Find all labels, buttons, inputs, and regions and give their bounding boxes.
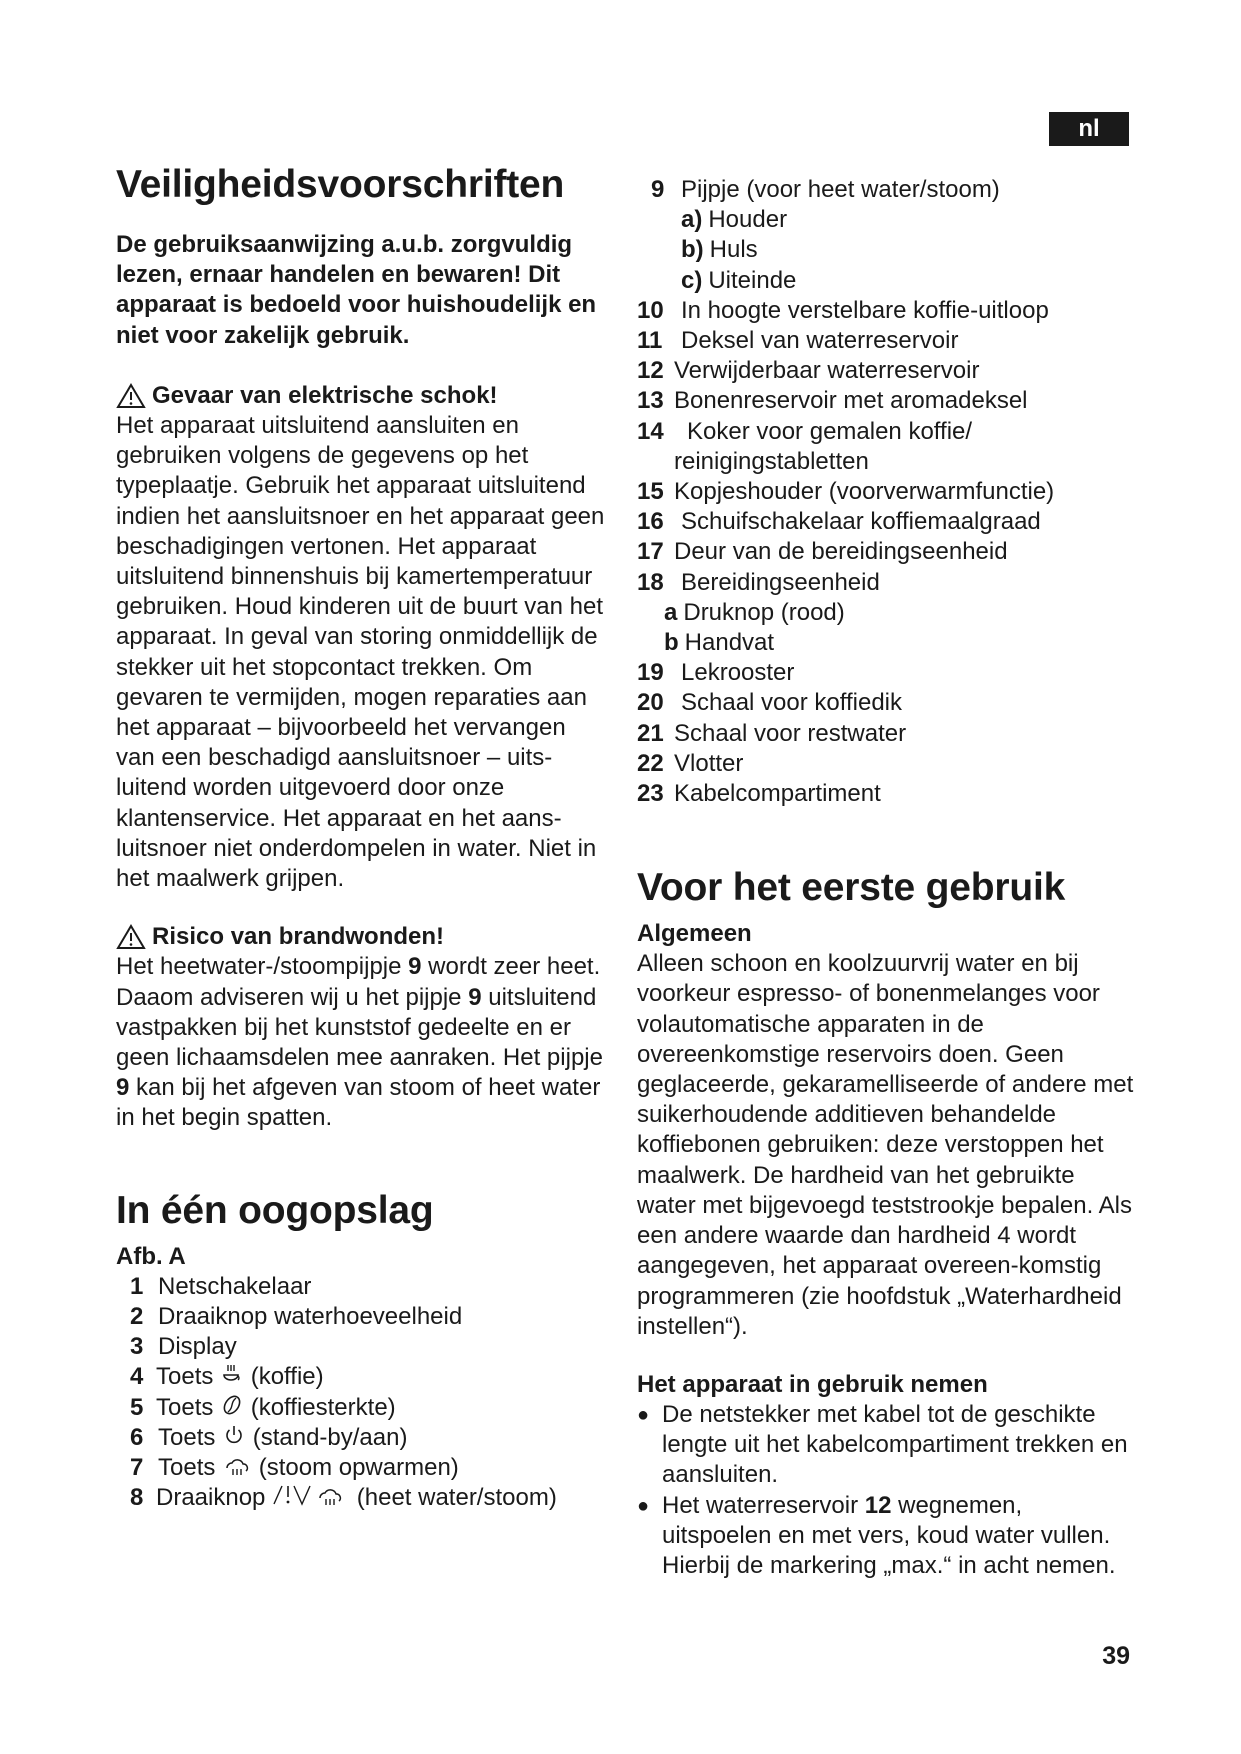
list-item [637, 477, 1137, 507]
part-reference: 9 [116, 1074, 130, 1102]
list-item [637, 628, 1137, 658]
list-item [637, 568, 1137, 598]
item-text: Koker voor gemalen koffie/ [687, 417, 973, 445]
item-text: Handvat [684, 629, 775, 657]
item-text: Pijpje (voor heet water/stoom) [681, 176, 1000, 203]
item-text: (koffie) [250, 1363, 324, 1391]
steam-icon [222, 1453, 252, 1477]
item-number: 13 [637, 387, 664, 415]
list-item [130, 1483, 606, 1513]
list-item [637, 537, 1137, 567]
start-subtitle: Het apparaat in gebruik nemen [637, 1370, 988, 1398]
item-sub-label: a [664, 598, 678, 626]
power-icon [222, 1423, 246, 1447]
part-reference: 12 [864, 1491, 892, 1519]
safety-intro: De gebruiksaanwijzing a.u.b. zorgvuldig lezen, ernaar handelen en bewaren! Dit apparaat is bedoeld voor huishoudelijk en niet voor zakelijk gebruik. [116, 231, 597, 349]
bullet-item [637, 1400, 1137, 1491]
item-number: 1 [130, 1272, 144, 1300]
overview-list [130, 1272, 606, 1514]
list-item [130, 1272, 606, 1302]
item-number: 17 [637, 538, 664, 566]
item-continuation [637, 447, 674, 477]
item-text: Druknop (rood) [683, 598, 845, 626]
item-text: Vlotter [674, 749, 744, 777]
list-item [130, 1362, 606, 1392]
bullet-text [662, 1491, 1137, 1582]
list-item [637, 266, 1137, 296]
item-text: Draaiknop waterhoeveelheid [158, 1302, 463, 1330]
item-text: (koffiesterkte) [250, 1393, 396, 1421]
item-number: 10 [637, 296, 664, 324]
list-item [637, 447, 1137, 477]
item-prefix: Toets [156, 1363, 214, 1391]
item-text: Schuifschakelaar koffiemaalgraad [681, 508, 1041, 536]
burn-text-part: Het heetwater-/stoompijpje [116, 953, 409, 981]
item-text: (heet water/stoom) [356, 1484, 557, 1512]
list-item [130, 1453, 606, 1483]
item-text: Display [158, 1333, 237, 1361]
list-item [130, 1423, 606, 1453]
item-prefix: Toets [156, 1393, 214, 1421]
list-item [130, 1332, 606, 1362]
item-text: Netschakelaar [158, 1272, 312, 1300]
list-item [637, 417, 1137, 447]
item-text: (stand-by/aan) [252, 1423, 408, 1451]
list-item [637, 658, 1137, 688]
item-sub-label: a) [681, 206, 703, 234]
hot-water-steam-icon [272, 1483, 350, 1507]
shock-warning-text: Het apparaat uitsluitend aansluiten en gebruiken volgens de gegevens op het typeplaatje. Gebruik het apparaat uitsluitend indien het aansluitsnoer en het apparaat geen beschadigingen vertonen. Het apparaat uitsluitend binnenshuis bij kamertemperatuur gebruiken. Houd kinderen uit de buurt van het apparaat. In geval van storing onmiddellijk de stekker uit het stopcontact trekken. Om gevaren te vermijden, mogen reparaties aan het apparaat – bijvoorbeeld het vervangen van een beschadigd aansluitsnoer – uits-luitend worden uitgevoerd door onze klantenservice. Het apparaat en het aans-luitsnoer niet onderdompelen in water. Niet in het maalwerk grijpen. [116, 412, 605, 893]
list-item [637, 779, 1137, 809]
list-item [637, 205, 1137, 235]
general-subtitle: Algemeen [637, 920, 752, 948]
item-number: 14 [637, 417, 664, 445]
list-item [637, 749, 1137, 779]
shock-warning-title [116, 381, 606, 411]
bullet-text: De netstekker met kabel tot de geschikte lengte uit het kabelcompartiment trekken en aansluiten. [662, 1400, 1128, 1489]
item-text: Verwijderbaar waterreservoir [674, 357, 980, 385]
list-item [637, 688, 1137, 718]
item-text: Schaal voor koffiedik [681, 689, 903, 717]
item-number: 18 [637, 568, 664, 596]
item-number: 21 [637, 719, 664, 747]
item-prefix: Toets [158, 1423, 216, 1451]
item-number: 22 [637, 749, 664, 777]
bean-icon [220, 1393, 244, 1417]
item-number: 20 [637, 689, 664, 717]
item-text: Lekrooster [681, 659, 795, 687]
bullet-text-part: wegnemen, uitspoelen en met vers, koud water vullen. Hierbij de markering „max.“ in acht nemen. [662, 1491, 1116, 1579]
bullet-text-part: Het waterreservoir [662, 1491, 865, 1519]
item-number: 9 [651, 176, 665, 203]
item-text: Kabelcompartiment [674, 780, 881, 808]
item-number: 12 [637, 357, 664, 385]
general-text: Alleen schoon en koolzuurvrij water en bij voorkeur espresso- of bonenmelanges voor volautomatische apparaten in de overeenkomstige reservoirs doen. Geen geglaceerde, gekaramelliseerde of andere met suikerhoudende additieven behandelde koffiebonen gebruiken: deze verstoppen het maalwerk. De hardheid van het gebruikte water met bijgevoegd teststrookje bepalen. Als een andere waarde dan hardheid 4 wordt aangegeven, het apparaat overeen-komstig programmeren (zie hoofdstuk „Waterhardheid instellen“). [637, 950, 1134, 1340]
figure-label: Afb. A [116, 1242, 186, 1270]
item-number: 2 [130, 1302, 144, 1330]
item-text: Houder [708, 206, 788, 234]
item-number: 4 [130, 1363, 144, 1391]
list-item [130, 1302, 606, 1332]
item-text: Deksel van waterreservoir [681, 327, 959, 355]
list-item [637, 326, 1137, 356]
burn-text-part: uitsluitend vastpakken bij het kunststof gedeelte en er geen lichaamsdelen mee aanraken. Het pijpje [116, 983, 603, 1072]
item-number: 5 [130, 1393, 144, 1421]
item-text: Bereidingseenheid [681, 568, 880, 596]
item-number: 8 [130, 1484, 144, 1512]
right-column [637, 160, 1137, 1581]
list-item [637, 235, 1137, 265]
list-item [637, 296, 1137, 326]
warning-triangle-icon [116, 383, 146, 409]
item-text: Bonenreservoir met aromadeksel [674, 387, 1028, 415]
list-item [130, 1393, 606, 1423]
burn-text-part: kan bij het afgeven van stoom of heet water in het begin spatten. [116, 1074, 601, 1132]
overview-title: In één oogopslag [116, 1188, 434, 1232]
bullet-dot: ● [637, 1494, 650, 1517]
item-text: reinigingstabletten [674, 447, 869, 475]
bullet-item [637, 1491, 1137, 1582]
bullet-dot: ● [637, 1403, 650, 1426]
item-sub-label: b [664, 629, 679, 657]
item-text: Kopjeshouder (voorverwarmfunctie) [674, 478, 1055, 506]
item-number: 6 [130, 1423, 144, 1451]
item-number: 19 [637, 659, 664, 687]
warning-triangle-icon [116, 924, 146, 950]
first-use-title: Voor het eerste gebruik [637, 866, 1066, 910]
parts-list [637, 175, 1137, 809]
item-number: 7 [130, 1453, 144, 1481]
page-number: 39 [1102, 1642, 1130, 1670]
burn-warning-title [116, 922, 606, 952]
item-text: Huls [709, 236, 758, 264]
item-number: 11 [637, 327, 663, 355]
list-item [637, 598, 1137, 628]
item-number: 3 [130, 1333, 144, 1361]
safety-title: Veiligheidsvoorschriften [116, 163, 565, 206]
list-item [637, 175, 1137, 205]
item-prefix: Draaiknop [156, 1484, 266, 1512]
item-text: Uiteinde [708, 266, 797, 294]
item-text: Deur van de bereidingseenheid [674, 538, 1008, 566]
item-text: In hoogte verstelbare koffie-uitloop [681, 296, 1049, 324]
list-item [637, 719, 1137, 749]
part-reference: 9 [408, 953, 422, 981]
item-text: (stoom opwarmen) [258, 1453, 459, 1481]
item-sub-label: c) [681, 266, 703, 294]
item-number: 16 [637, 508, 664, 536]
item-sub-label: b) [681, 236, 704, 264]
shock-warning-label: Gevaar van elektrische schok! [152, 381, 498, 409]
burn-warning-label: Risico van brandwonden! [152, 923, 445, 951]
burn-warning-text [116, 952, 606, 1133]
burn-text-part: wordt zeer heet. Daaom adviseren wij u het pijpje [116, 953, 601, 1011]
list-item [637, 386, 1137, 416]
item-prefix: Toets [158, 1453, 216, 1481]
coffee-cup-icon [220, 1362, 244, 1386]
list-item [637, 507, 1137, 537]
item-text: Schaal voor restwater [674, 719, 907, 747]
list-item [637, 356, 1137, 386]
left-column [116, 160, 606, 1513]
part-reference: 9 [468, 983, 482, 1011]
item-number: 23 [637, 780, 664, 808]
item-number: 15 [637, 478, 664, 506]
language-badge: nl [1049, 112, 1129, 146]
